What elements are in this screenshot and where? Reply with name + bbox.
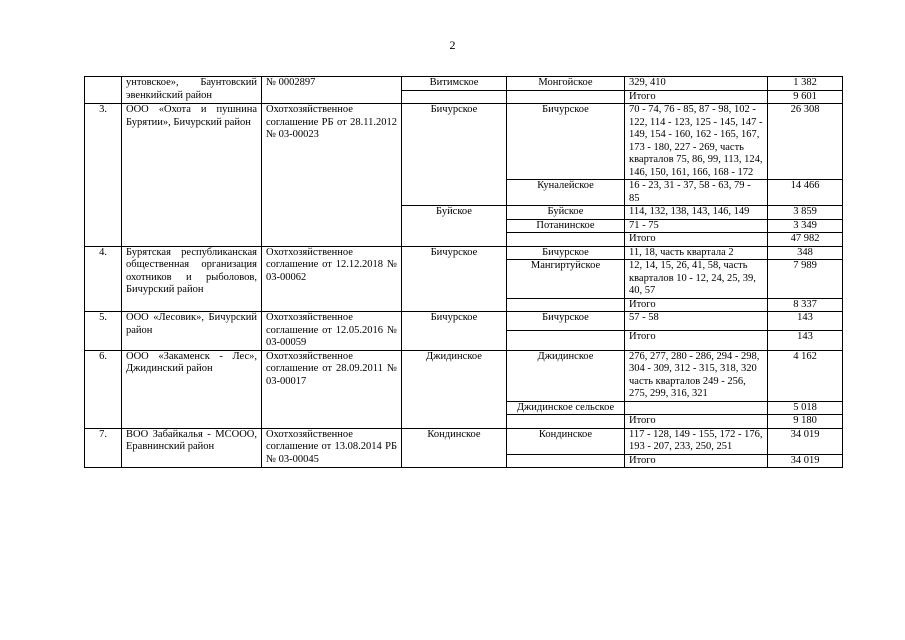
quarters-cell: 114, 132, 138, 143, 146, 149 bbox=[625, 206, 768, 220]
quarters-cell: 11, 18, часть квартала 2 bbox=[625, 246, 768, 260]
forestry-cell: Витимское bbox=[402, 77, 507, 91]
agreement-cell: Охотхозяйственное соглашение от 12.12.2018 № 03-00062 bbox=[262, 246, 402, 312]
empty-cell bbox=[507, 331, 625, 350]
quarters-cell: 71 - 75 bbox=[625, 219, 768, 233]
quarters-cell: 276, 277, 280 - 286, 294 - 298, 304 - 309, 312 - 315, 318, 320 часть кварталов 249 - 256, 275, 299, 316, 321 bbox=[625, 350, 768, 401]
district-cell: Бичурское bbox=[507, 246, 625, 260]
total-value: 9 180 bbox=[768, 415, 843, 429]
hunting-grounds-table bbox=[84, 76, 843, 468]
district-cell: Бичурское bbox=[507, 312, 625, 331]
organization-cell: ВОО Забайкалья - МСООО, Еравнинский район bbox=[122, 428, 262, 468]
district-cell: Джидинское сельское bbox=[507, 401, 625, 415]
total-label: Итого bbox=[625, 415, 768, 429]
total-value: 9 601 bbox=[768, 90, 843, 104]
agreement-cell: Охотхозяйственное соглашение от 13.08.2014 РБ № 03-00045 bbox=[262, 428, 402, 468]
total-value: 143 bbox=[768, 331, 843, 350]
empty-cell bbox=[507, 415, 625, 429]
total-label: Итого bbox=[625, 298, 768, 312]
total-label: Итого bbox=[625, 331, 768, 350]
row-number-cell: 5. bbox=[85, 312, 122, 351]
forestry-cell: Бичурское bbox=[402, 312, 507, 351]
organization-cell: ООО «Лесовик», Бичурский район bbox=[122, 312, 262, 351]
organization-cell: унтовское», Баунтовский эвенкийский район bbox=[122, 77, 262, 104]
empty-cell bbox=[507, 233, 625, 247]
total-value: 8 337 bbox=[768, 298, 843, 312]
table-row bbox=[85, 312, 843, 331]
table-row bbox=[85, 246, 843, 260]
quarters-cell: 57 - 58 bbox=[625, 312, 768, 331]
district-cell: Джидинское bbox=[507, 350, 625, 401]
area-cell: 3 349 bbox=[768, 219, 843, 233]
empty-cell bbox=[507, 298, 625, 312]
agreement-cell: № 0002897 bbox=[262, 77, 402, 104]
empty-cell bbox=[507, 454, 625, 468]
empty-cell bbox=[507, 90, 625, 104]
organization-cell: ООО «Охота и пушнина Бурятии», Бичурский район bbox=[122, 104, 262, 247]
area-cell: 4 162 bbox=[768, 350, 843, 401]
agreement-cell: Охотхозяйственное соглашение от 28.09.2011 № 03-00017 bbox=[262, 350, 402, 428]
area-cell: 1 382 bbox=[768, 77, 843, 91]
area-cell: 14 466 bbox=[768, 180, 843, 206]
area-cell: 5 018 bbox=[768, 401, 843, 415]
area-cell: 34 019 bbox=[768, 428, 843, 454]
area-cell: 348 bbox=[768, 246, 843, 260]
quarters-cell: 12, 14, 15, 26, 41, 58, часть кварталов 10 - 12, 24, 25, 39, 40, 57 bbox=[625, 260, 768, 299]
organization-cell: Бурятская республиканская общественная организация охотников и рыболовов, Бичурский район bbox=[122, 246, 262, 312]
forestry-cell: Буйское bbox=[402, 206, 507, 247]
total-label: Итого bbox=[625, 454, 768, 468]
area-cell: 143 bbox=[768, 312, 843, 331]
area-cell: 7 989 bbox=[768, 260, 843, 299]
organization-cell: ООО «Закаменск - Лес», Джидинский район bbox=[122, 350, 262, 428]
quarters-cell: 16 - 23, 31 - 37, 58 - 63, 79 - 85 bbox=[625, 180, 768, 206]
table-row bbox=[85, 77, 843, 91]
district-cell: Мангиртуйское bbox=[507, 260, 625, 299]
quarters-cell: 70 - 74, 76 - 85, 87 - 98, 102 - 122, 114 - 123, 125 - 145, 147 - 149, 154 - 160, 162 - 165, 167, 173 - 180, 227 - 269, часть кварталов 75, 86, 99, 113, 124, 146, 150, 161, 166, 168 - 172 bbox=[625, 104, 768, 180]
forestry-cell: Кондинское bbox=[402, 428, 507, 468]
quarters-cell: 117 - 128, 149 - 155, 172 - 176, 193 - 207, 233, 250, 251 bbox=[625, 428, 768, 454]
page-number: 2 bbox=[449, 38, 456, 52]
district-cell: Кондинское bbox=[507, 428, 625, 454]
row-number-cell: 7. bbox=[85, 428, 122, 468]
quarters-cell bbox=[625, 401, 768, 415]
quarters-cell: 329, 410 bbox=[625, 77, 768, 91]
district-cell: Бичурское bbox=[507, 104, 625, 180]
empty-cell bbox=[402, 90, 507, 104]
total-value: 47 982 bbox=[768, 233, 843, 247]
table-row bbox=[85, 104, 843, 180]
forestry-cell: Бичурское bbox=[402, 246, 507, 312]
district-cell: Потанинское bbox=[507, 219, 625, 233]
agreement-cell: Охотхозяйственное соглашение от 12.05.2016 № 03-00059 bbox=[262, 312, 402, 351]
row-number-cell: 3. bbox=[85, 104, 122, 247]
district-cell: Куналейское bbox=[507, 180, 625, 206]
total-value: 34 019 bbox=[768, 454, 843, 468]
table-row bbox=[85, 428, 843, 454]
row-number-cell: 6. bbox=[85, 350, 122, 428]
district-cell: Монгойское bbox=[507, 77, 625, 91]
row-number-cell bbox=[85, 77, 122, 104]
district-cell: Буйское bbox=[507, 206, 625, 220]
forestry-cell: Джидинское bbox=[402, 350, 507, 428]
total-label: Итого bbox=[625, 90, 768, 104]
row-number-cell: 4. bbox=[85, 246, 122, 312]
table-row bbox=[85, 350, 843, 401]
forestry-cell: Бичурское bbox=[402, 104, 507, 206]
total-label: Итого bbox=[625, 233, 768, 247]
area-cell: 26 308 bbox=[768, 104, 843, 180]
agreement-cell: Охотхозяйственное соглашение РБ от 28.11.2012 № 03-00023 bbox=[262, 104, 402, 247]
area-cell: 3 859 bbox=[768, 206, 843, 220]
